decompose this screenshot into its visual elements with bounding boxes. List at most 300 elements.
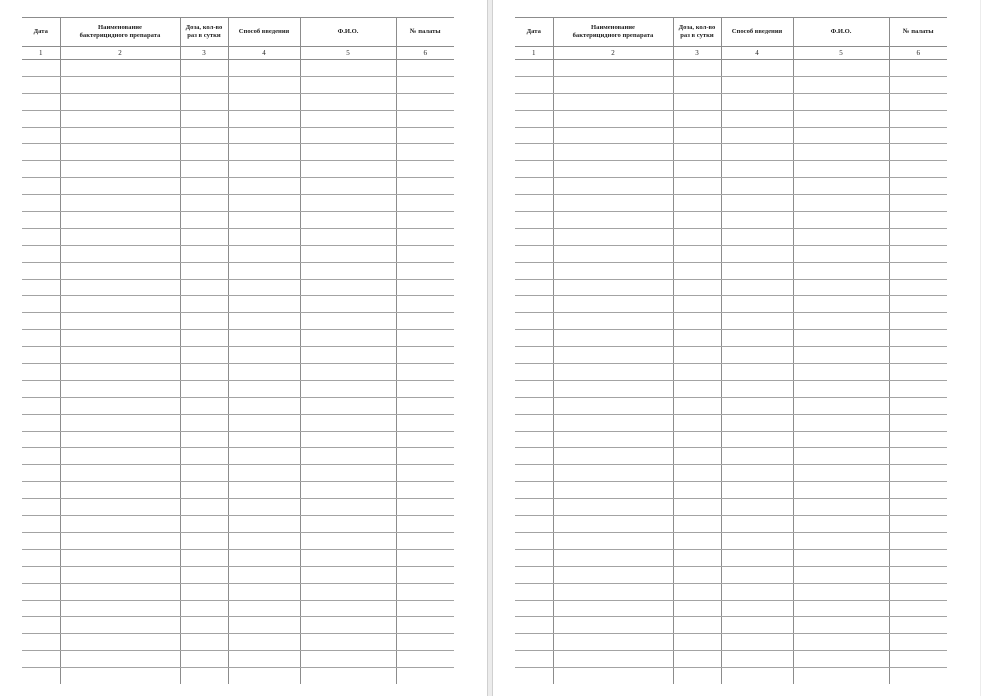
column-header-drug-name: Наименование бактерицидного препарата <box>553 18 673 47</box>
table-cell <box>180 245 228 262</box>
right-page <box>492 0 980 696</box>
table-cell <box>300 566 396 583</box>
table-cell <box>22 380 60 397</box>
table-cell <box>673 161 721 178</box>
table-cell <box>396 313 454 330</box>
header-row <box>515 18 947 47</box>
table-cell <box>673 144 721 161</box>
table-cell <box>889 110 947 127</box>
table-cell <box>889 161 947 178</box>
table-cell <box>793 465 889 482</box>
table-cell <box>793 380 889 397</box>
table-cell <box>396 668 454 684</box>
table-row <box>22 245 454 262</box>
table-cell <box>553 127 673 144</box>
table-cell <box>22 414 60 431</box>
table-cell <box>889 144 947 161</box>
table-cell <box>180 296 228 313</box>
table-cell <box>396 110 454 127</box>
table-cell <box>300 651 396 668</box>
table-cell <box>396 330 454 347</box>
table-cell <box>889 414 947 431</box>
table-cell <box>721 414 793 431</box>
table-cell <box>180 566 228 583</box>
table-row <box>22 397 454 414</box>
table-cell <box>228 60 300 77</box>
table-cell <box>180 634 228 651</box>
table-row <box>515 668 947 684</box>
table-cell <box>793 482 889 499</box>
table-cell <box>180 617 228 634</box>
table-cell <box>228 144 300 161</box>
table-cell <box>721 448 793 465</box>
table-cell <box>180 212 228 229</box>
table-cell <box>673 195 721 212</box>
table-cell <box>793 110 889 127</box>
table-cell <box>228 566 300 583</box>
table-cell <box>793 549 889 566</box>
table-cell <box>300 60 396 77</box>
table-cell <box>396 397 454 414</box>
table-cell <box>396 93 454 110</box>
table-cell <box>228 549 300 566</box>
table-cell <box>228 93 300 110</box>
table-cell <box>180 93 228 110</box>
table-cell <box>515 668 553 684</box>
table-cell <box>553 651 673 668</box>
table-cell <box>515 60 553 77</box>
table-cell <box>60 414 180 431</box>
table-cell <box>22 364 60 381</box>
table-cell <box>180 499 228 516</box>
table-cell <box>889 347 947 364</box>
table-cell <box>721 668 793 684</box>
table-row <box>515 600 947 617</box>
table-cell <box>396 364 454 381</box>
table-cell <box>515 465 553 482</box>
table-row <box>22 279 454 296</box>
table-cell <box>60 144 180 161</box>
column-header-date: Дата <box>515 18 553 47</box>
column-number: 6 <box>396 47 454 60</box>
table-cell <box>793 600 889 617</box>
table-cell <box>396 651 454 668</box>
table-cell <box>793 532 889 549</box>
table-cell <box>228 178 300 195</box>
table-cell <box>515 617 553 634</box>
table-cell <box>60 566 180 583</box>
table-cell <box>60 617 180 634</box>
table-cell <box>889 668 947 684</box>
table-cell <box>22 465 60 482</box>
table-cell <box>515 245 553 262</box>
table-cell <box>22 397 60 414</box>
table-cell <box>396 76 454 93</box>
table-cell <box>515 532 553 549</box>
table-cell <box>721 245 793 262</box>
table-row <box>515 347 947 364</box>
table-cell <box>60 668 180 684</box>
table-cell <box>396 482 454 499</box>
table-cell <box>793 634 889 651</box>
table-cell <box>673 532 721 549</box>
table-cell <box>396 228 454 245</box>
table-cell <box>673 566 721 583</box>
table-cell <box>180 600 228 617</box>
table-cell <box>60 161 180 178</box>
table-cell <box>60 499 180 516</box>
table-row <box>22 76 454 93</box>
table-cell <box>60 330 180 347</box>
table-cell <box>60 516 180 533</box>
table-cell <box>396 634 454 651</box>
table-cell <box>889 296 947 313</box>
table-cell <box>793 228 889 245</box>
table-cell <box>553 313 673 330</box>
table-cell <box>721 127 793 144</box>
table-cell <box>673 465 721 482</box>
table-cell <box>515 499 553 516</box>
table-row <box>515 397 947 414</box>
table-cell <box>22 245 60 262</box>
table-cell <box>721 228 793 245</box>
table-cell <box>889 566 947 583</box>
column-header-route: Способ введения <box>721 18 793 47</box>
table-row <box>22 60 454 77</box>
table-cell <box>228 651 300 668</box>
header-row <box>22 18 454 47</box>
table-cell <box>396 448 454 465</box>
table-row <box>515 414 947 431</box>
table-cell <box>553 532 673 549</box>
table-cell <box>793 668 889 684</box>
table-cell <box>515 161 553 178</box>
table-cell <box>228 195 300 212</box>
table-cell <box>22 634 60 651</box>
column-number: 6 <box>889 47 947 60</box>
table-cell <box>553 76 673 93</box>
table-cell <box>515 431 553 448</box>
table-row <box>22 549 454 566</box>
table-cell <box>721 482 793 499</box>
table-cell <box>515 549 553 566</box>
table-row <box>22 228 454 245</box>
table-row <box>515 296 947 313</box>
table-cell <box>300 617 396 634</box>
table-cell <box>300 330 396 347</box>
table-cell <box>300 279 396 296</box>
table-cell <box>889 397 947 414</box>
table-cell <box>673 397 721 414</box>
table-cell <box>60 313 180 330</box>
table-cell <box>889 279 947 296</box>
table-row <box>515 465 947 482</box>
table-cell <box>22 448 60 465</box>
table-cell <box>60 93 180 110</box>
table-cell <box>180 262 228 279</box>
table-cell <box>515 212 553 229</box>
column-number: 3 <box>180 47 228 60</box>
table-cell <box>300 431 396 448</box>
table-cell <box>180 313 228 330</box>
table-row <box>515 195 947 212</box>
column-header-dose: Доза, кол-во раз в сутки <box>180 18 228 47</box>
table-cell <box>60 583 180 600</box>
table-cell <box>22 532 60 549</box>
table-cell <box>60 397 180 414</box>
table-cell <box>228 600 300 617</box>
table-cell <box>396 262 454 279</box>
table-cell <box>22 482 60 499</box>
table-cell <box>673 228 721 245</box>
table-row <box>515 178 947 195</box>
table-cell <box>889 262 947 279</box>
table-cell <box>300 465 396 482</box>
table-cell <box>22 60 60 77</box>
table-cell <box>515 127 553 144</box>
table-cell <box>673 414 721 431</box>
table-cell <box>228 364 300 381</box>
table-cell <box>515 93 553 110</box>
table-cell <box>721 364 793 381</box>
table-row <box>515 262 947 279</box>
table-cell <box>721 600 793 617</box>
table-cell <box>228 313 300 330</box>
table-cell <box>515 228 553 245</box>
table-cell <box>553 668 673 684</box>
table-cell <box>515 380 553 397</box>
table-row <box>515 634 947 651</box>
table-cell <box>515 279 553 296</box>
table-row <box>22 380 454 397</box>
column-number: 1 <box>22 47 60 60</box>
table-cell <box>396 617 454 634</box>
table-cell <box>889 228 947 245</box>
table-cell <box>673 482 721 499</box>
table-cell <box>673 549 721 566</box>
table-cell <box>300 245 396 262</box>
table-cell <box>553 212 673 229</box>
table-cell <box>60 228 180 245</box>
table-cell <box>22 347 60 364</box>
table-cell <box>793 178 889 195</box>
table-cell <box>889 431 947 448</box>
table-cell <box>673 110 721 127</box>
table-row <box>22 262 454 279</box>
table-cell <box>22 549 60 566</box>
table-cell <box>228 414 300 431</box>
table-row <box>22 617 454 634</box>
table-cell <box>60 110 180 127</box>
table-cell <box>396 245 454 262</box>
table-cell <box>396 499 454 516</box>
table-cell <box>180 532 228 549</box>
table-cell <box>553 161 673 178</box>
table-cell <box>889 549 947 566</box>
table-cell <box>228 296 300 313</box>
table-row <box>515 651 947 668</box>
table-cell <box>300 93 396 110</box>
column-header-ward-number: № палаты <box>889 18 947 47</box>
table-cell <box>889 482 947 499</box>
table-cell <box>673 313 721 330</box>
table-cell <box>300 195 396 212</box>
table-row <box>515 60 947 77</box>
table-cell <box>22 651 60 668</box>
table-cell <box>228 245 300 262</box>
table-cell <box>553 465 673 482</box>
table-cell <box>889 532 947 549</box>
table-row <box>515 245 947 262</box>
table-cell <box>673 364 721 381</box>
table-cell <box>553 110 673 127</box>
table-row <box>515 144 947 161</box>
table-cell <box>300 228 396 245</box>
table-cell <box>180 431 228 448</box>
table-cell <box>721 195 793 212</box>
column-number: 2 <box>60 47 180 60</box>
table-cell <box>396 516 454 533</box>
table-cell <box>889 60 947 77</box>
table-row <box>515 566 947 583</box>
table-cell <box>673 651 721 668</box>
table-cell <box>889 76 947 93</box>
table-cell <box>300 634 396 651</box>
table-cell <box>396 279 454 296</box>
table-cell <box>228 668 300 684</box>
table-row <box>515 313 947 330</box>
table-row <box>515 212 947 229</box>
table-cell <box>180 482 228 499</box>
table-cell <box>553 380 673 397</box>
table-cell <box>721 617 793 634</box>
table-cell <box>22 296 60 313</box>
table-cell <box>515 566 553 583</box>
table-row <box>515 364 947 381</box>
table-cell <box>793 499 889 516</box>
table-cell <box>673 634 721 651</box>
table-cell <box>721 380 793 397</box>
table-cell <box>889 330 947 347</box>
table-cell <box>22 127 60 144</box>
table-cell <box>300 313 396 330</box>
table-cell <box>300 212 396 229</box>
table-cell <box>60 634 180 651</box>
table-cell <box>228 279 300 296</box>
table-cell <box>180 330 228 347</box>
table-cell <box>721 532 793 549</box>
table-cell <box>396 549 454 566</box>
table-row <box>22 93 454 110</box>
table-cell <box>300 380 396 397</box>
table-cell <box>60 279 180 296</box>
table-cell <box>300 448 396 465</box>
journal-table-right <box>515 17 947 684</box>
table-cell <box>889 245 947 262</box>
table-cell <box>553 228 673 245</box>
table-row <box>22 347 454 364</box>
table-cell <box>793 651 889 668</box>
table-cell <box>228 499 300 516</box>
table-cell <box>553 516 673 533</box>
table-cell <box>300 347 396 364</box>
table-cell <box>60 262 180 279</box>
table-row <box>515 532 947 549</box>
table-cell <box>721 634 793 651</box>
table-row <box>22 431 454 448</box>
table-cell <box>889 178 947 195</box>
table-row <box>515 110 947 127</box>
table-cell <box>515 76 553 93</box>
table-cell <box>889 448 947 465</box>
table-cell <box>889 651 947 668</box>
table-cell <box>673 296 721 313</box>
table-cell <box>793 330 889 347</box>
table-cell <box>396 195 454 212</box>
table-cell <box>889 212 947 229</box>
table-cell <box>22 600 60 617</box>
table-cell <box>673 617 721 634</box>
table-row <box>22 600 454 617</box>
table-cell <box>515 262 553 279</box>
table-row <box>22 583 454 600</box>
table-cell <box>22 212 60 229</box>
table-cell <box>300 296 396 313</box>
table-cell <box>721 566 793 583</box>
table-cell <box>396 347 454 364</box>
table-cell <box>228 262 300 279</box>
table-cell <box>793 364 889 381</box>
table-cell <box>60 600 180 617</box>
column-header-patient-name: Ф.И.О. <box>793 18 889 47</box>
table-row <box>22 110 454 127</box>
table-row <box>515 161 947 178</box>
column-header-ward-number: № палаты <box>396 18 454 47</box>
table-cell <box>793 76 889 93</box>
table-cell <box>396 212 454 229</box>
table-cell <box>553 549 673 566</box>
table-row <box>515 516 947 533</box>
table-cell <box>553 600 673 617</box>
table-cell <box>553 364 673 381</box>
table-cell <box>180 60 228 77</box>
table-cell <box>889 313 947 330</box>
table-row <box>22 296 454 313</box>
table-row <box>22 634 454 651</box>
table-cell <box>22 313 60 330</box>
table-cell <box>673 93 721 110</box>
column-header-date: Дата <box>22 18 60 47</box>
table-cell <box>22 330 60 347</box>
table-cell <box>180 127 228 144</box>
table-cell <box>300 499 396 516</box>
table-cell <box>515 296 553 313</box>
table-cell <box>396 161 454 178</box>
table-cell <box>300 262 396 279</box>
table-cell <box>553 566 673 583</box>
table-cell <box>721 549 793 566</box>
table-cell <box>515 634 553 651</box>
table-cell <box>22 668 60 684</box>
table-cell <box>60 60 180 77</box>
column-header-dose: Доза, кол-во раз в сутки <box>673 18 721 47</box>
table-cell <box>180 144 228 161</box>
table-cell <box>793 60 889 77</box>
table-cell <box>180 347 228 364</box>
table-cell <box>553 431 673 448</box>
table-cell <box>228 634 300 651</box>
table-cell <box>300 532 396 549</box>
